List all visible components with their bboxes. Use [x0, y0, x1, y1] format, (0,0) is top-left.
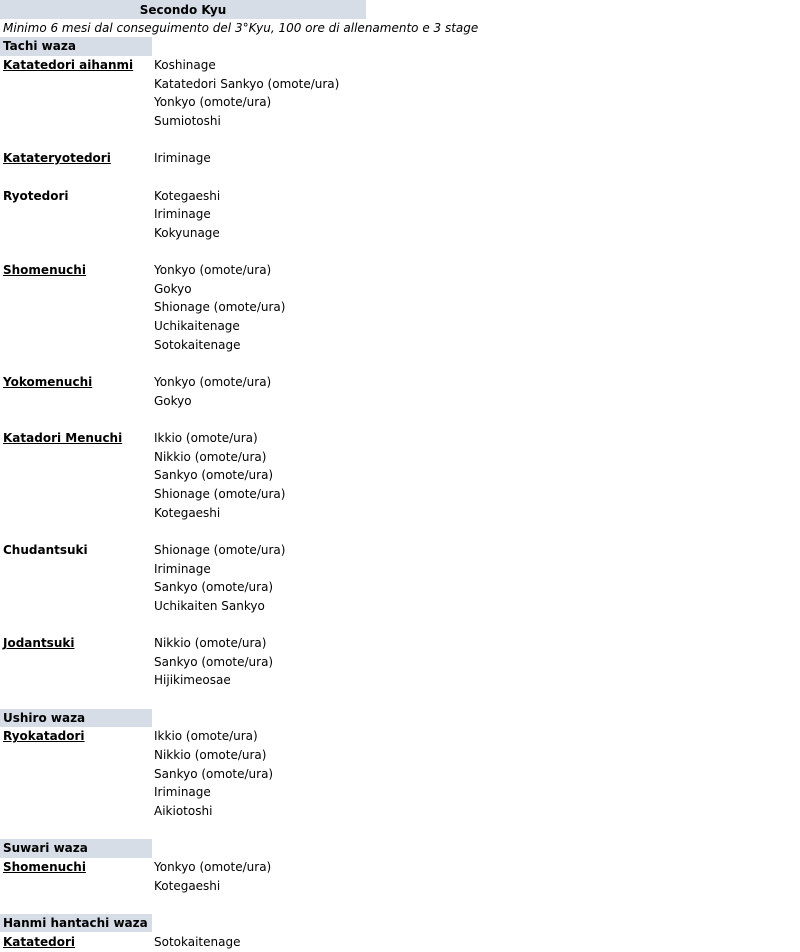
technique-item: Sankyo (omote/ura) [154, 580, 274, 595]
grip-label: Katadori Menuchi [3, 430, 123, 445]
technique-item: Iriminage [154, 785, 211, 800]
technique-item: Yonkyo (omote/ura) [154, 263, 272, 278]
technique-item: Aikiotoshi [154, 803, 213, 818]
technique-item: Sotokaitenage [154, 934, 241, 949]
technique-item: Sotokaitenage [154, 337, 241, 352]
technique-item: Shionage (omote/ura) [154, 486, 286, 501]
technique-item: Kokyunage [154, 225, 220, 240]
technique-item: Nikkio (omote/ura) [154, 449, 267, 464]
technique-item: Hijikimeosae [154, 673, 231, 688]
technique-item: Gokyo [154, 393, 192, 408]
technique-item: Yonkyo (omote/ura) [154, 375, 272, 389]
technique-item: Sankyo (omote/ura) [154, 654, 274, 669]
technique-item: Kotegaeshi [154, 505, 221, 520]
technique-item: Shionage (omote/ura) [154, 300, 286, 315]
grip-label: Ryokatadori [3, 729, 85, 744]
grip-label: Chudantsuki [3, 542, 88, 557]
section-header: Tachi waza [0, 37, 152, 56]
page-title: Secondo Kyu [0, 0, 366, 19]
grip-label: Katateryotedori [3, 151, 111, 166]
technique-item: Gokyo [154, 281, 192, 296]
technique-item: Iriminage [154, 207, 211, 222]
grip-label: Jodantsuki [3, 636, 75, 651]
technique-item: Katatedori Sankyo (omote/ura) [154, 76, 340, 91]
technique-item: Ikkio (omote/ura) [154, 430, 258, 445]
grip-label: Ryotedori [3, 188, 69, 203]
technique-item: Nikkio (omote/ura) [154, 636, 267, 651]
technique-item: Nikkio (omote/ura) [154, 748, 267, 762]
technique-item: Iriminage [154, 151, 211, 166]
technique-item: Kotegaeshi [154, 188, 221, 203]
page-subtitle: Minimo 6 mesi dal conseguimento del 3°Kyu, 100 ore di allenamento e 3 stage [3, 21, 479, 35]
section-header: Hanmi hantachi waza [0, 914, 152, 933]
technique-item: Yonkyo (omote/ura) [154, 95, 272, 110]
section-header: Suwari waza [0, 839, 152, 858]
technique-item: Uchikaiten Sankyo [154, 598, 265, 613]
technique-item: Ikkio (omote/ura) [154, 729, 258, 744]
technique-item: Sankyo (omote/ura) [154, 766, 274, 781]
grip-label: Katatedori aihanmi [3, 57, 134, 72]
technique-item: Sankyo (omote/ura) [154, 468, 274, 483]
section-header: Ushiro waza [0, 709, 152, 728]
technique-item: Kotegaeshi [154, 878, 221, 893]
technique-item: Koshinage [154, 57, 216, 72]
grip-label: Yokomenuchi [3, 375, 93, 389]
technique-item: Iriminage [154, 561, 211, 576]
technique-item: Uchikaitenage [154, 319, 240, 334]
technique-item: Shionage (omote/ura) [154, 542, 286, 557]
technique-item: Sumiotoshi [154, 113, 221, 128]
grip-label: Shomenuchi [3, 263, 86, 278]
technique-item: Yonkyo (omote/ura) [154, 859, 272, 874]
grip-label: Katatedori [3, 934, 75, 949]
grip-label: Shomenuchi [3, 859, 86, 874]
